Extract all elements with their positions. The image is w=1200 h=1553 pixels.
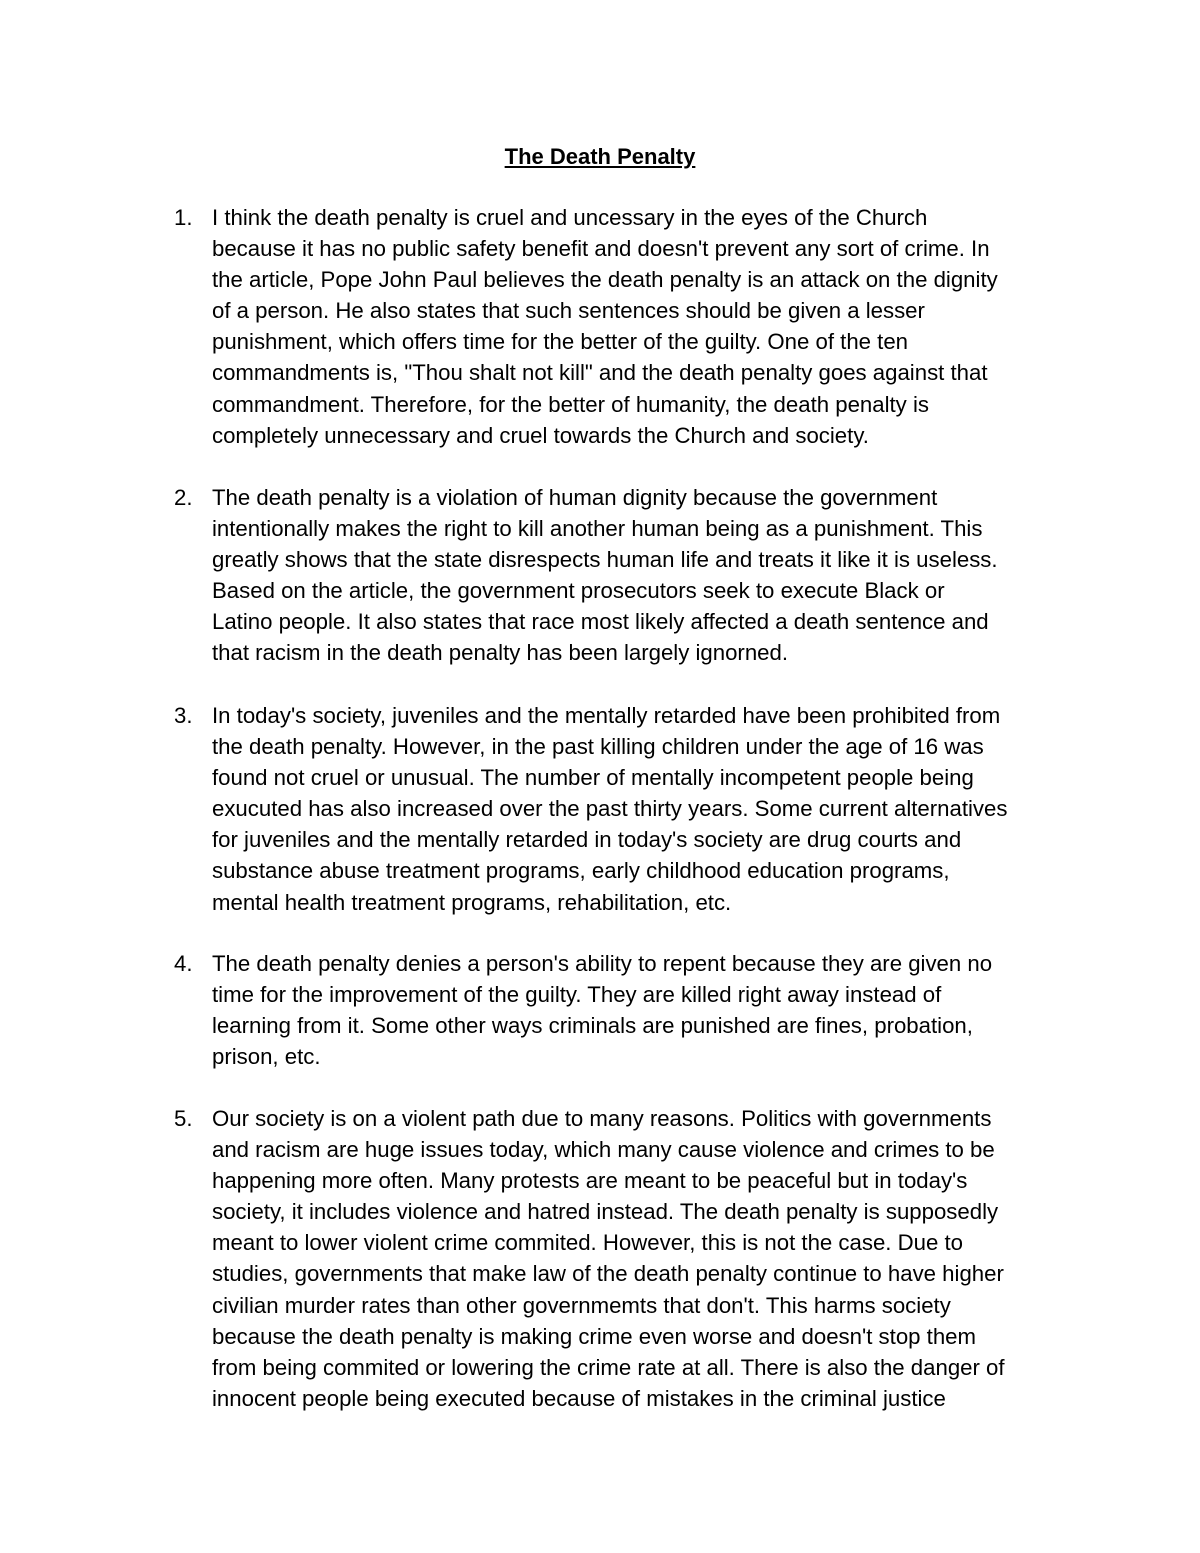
text-line: that racism in the death penalty has been largely ignorned.: [212, 640, 789, 666]
text-line: for juveniles and the mentally retarded in today's society are drug courts and: [212, 827, 962, 853]
text-line: Based on the article, the government prosecutors seek to execute Black or: [212, 578, 945, 604]
text-line: happening more often. Many protests are meant to be peaceful but in today's: [212, 1168, 968, 1194]
text-line: completely unnecessary and cruel towards the Church and society.: [212, 422, 869, 448]
list-number: 2.: [174, 485, 193, 510]
list-item-5: [174, 1103, 1072, 1414]
text-line: found not cruel or unusual. The number of mentally incompetent people being: [212, 765, 974, 791]
text-line: Our society is on a violent path due to many reasons. Politics with governments: [212, 1106, 992, 1131]
text-line: The death penalty denies a person's ability to repent because they are given no: [212, 951, 993, 976]
list-item-2: [174, 482, 1072, 669]
text-line: Latino people. It also states that race most likely affected a death sentence and: [212, 609, 989, 635]
list-number: 1.: [174, 205, 193, 230]
text-line: learning from it. Some other ways criminals are punished are fines, probation,: [212, 1013, 973, 1039]
list-number: 4.: [174, 951, 193, 976]
text-line: I think the death penalty is cruel and uncessary in the eyes of the Church: [212, 205, 928, 230]
text-line: intentionally makes the right to kill another human being as a punishment. This: [212, 516, 983, 542]
text-line: prison, etc.: [212, 1044, 321, 1070]
text-line: society, it includes violence and hatred instead. The death penalty is supposedly: [212, 1199, 999, 1225]
list-item-3: [174, 700, 1072, 918]
text-line: exucuted has also increased over the past thirty years. Some current alternatives: [212, 796, 1008, 822]
text-line: mental health treatment programs, rehabilitation, etc.: [212, 889, 732, 915]
text-line: and racism are huge issues today, which many cause violence and crimes to be: [212, 1137, 995, 1163]
text-line: punishment, which offers time for the better of the guilty. One of the ten: [212, 329, 909, 355]
list-item-4: [174, 948, 1072, 1072]
text-line: of a person. He also states that such sentences should be given a lesser: [212, 298, 925, 324]
text-line: because the death penalty is making crime even worse and doesn't stop them: [212, 1323, 976, 1349]
text-line: commandment. Therefore, for the better of humanity, the death penalty is: [212, 391, 929, 417]
text-line: innocent people being executed because of mistakes in the criminal justice: [212, 1385, 946, 1411]
list-item-1: [174, 202, 1072, 451]
text-line: the death penalty. However, in the past killing children under the age of 16 was: [212, 734, 984, 760]
text-line: greatly shows that the state disrespects human life and treats it like it is useless.: [212, 547, 998, 573]
text-line: commandments is, "Thou shalt not kill" and the death penalty goes against that: [212, 360, 988, 386]
document-title: The Death Penalty: [504, 144, 696, 169]
text-line: The death penalty is a violation of human dignity because the government: [212, 485, 938, 510]
text-line: meant to lower violent crime commited. However, this is not the case. Due to: [212, 1230, 963, 1256]
text-line: studies, governments that make law of the death penalty continue to have higher: [212, 1261, 1004, 1287]
text-line: from being commited or lowering the crime rate at all. There is also the danger of: [212, 1354, 1005, 1380]
text-line: In today's society, juveniles and the mentally retarded have been prohibited from: [212, 703, 1001, 728]
text-line: because it has no public safety benefit and doesn't prevent any sort of crime. In: [212, 236, 990, 262]
text-line: time for the improvement of the guilty. They are killed right away instead of: [212, 982, 942, 1008]
text-line: substance abuse treatment programs, early childhood education programs,: [212, 858, 950, 884]
list-number: 3.: [174, 703, 193, 728]
text-line: the article, Pope John Paul believes the death penalty is an attack on the dignity: [212, 267, 998, 293]
list-number: 5.: [174, 1106, 193, 1131]
text-line: civilian murder rates than other governmemts that don't. This harms society: [212, 1292, 951, 1318]
